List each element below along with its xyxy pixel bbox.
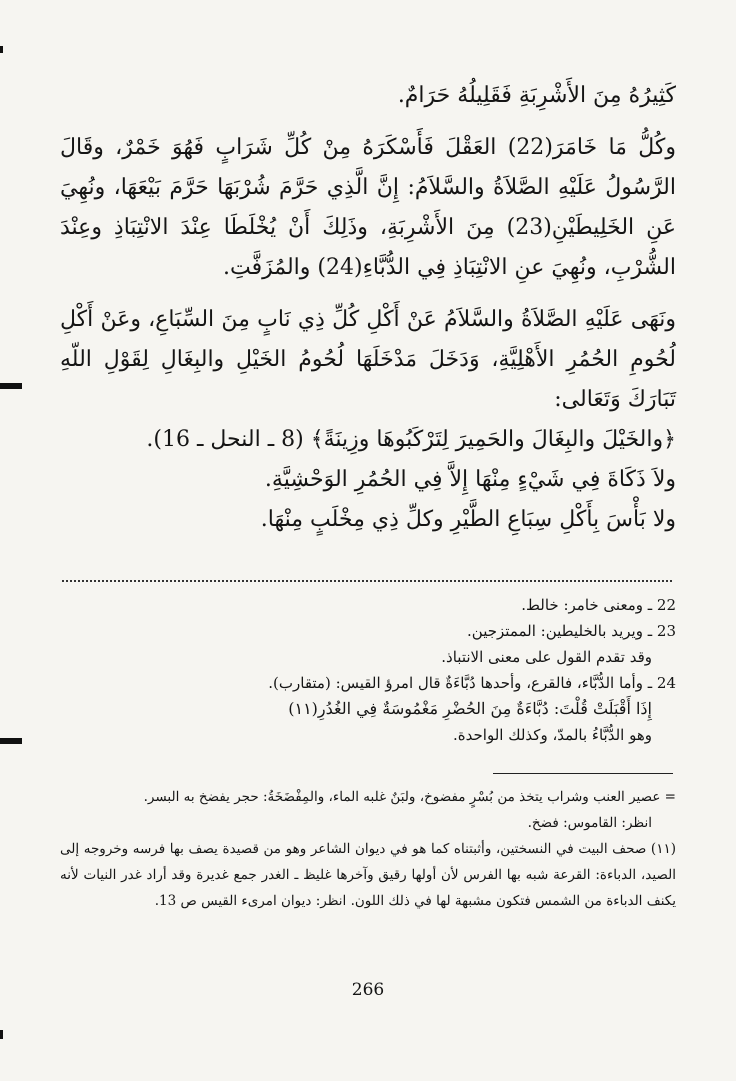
line-birds: ولا بَأْسَ بِأَكْلِ سِبَاعِ الطَّيْرِ وكلِّ ذِي مِخْلَبٍ مِنْهَا. <box>260 507 676 532</box>
margin-mark-top <box>0 46 3 53</box>
note-23: 23 ـ ويريد بالخليطين: الممتزجين. <box>467 622 676 640</box>
dotted-separator <box>62 580 672 582</box>
margin-mark-left-1 <box>0 383 22 389</box>
note-24: 24 ـ وأما الدُّبَّاء، فالقرع، وأحدها دُبَّاءَةٌ قال امرؤ القيس: (متقارب). <box>268 674 676 692</box>
opening-line: كَثِيرُهُ مِنَ الأَشْرِبَةِ فَقَلِيلُهُ حَرَامٌ. <box>397 83 676 108</box>
page-number: 266 <box>351 980 385 1000</box>
footnote-11: (١١) صحف البيت في النسختين، وأثبتناه كما هو في ديوان الشاعر وهو من قصيدة يصف بها فرسه وخروجه إلى الصيد، الدباءة: القرعة شبه بها الفرس لأن أولها رقيق وآخرها غليظ ـ الغدر جمع غديرة وقد أراد غدر النيات لأنه يكنف الدباءة من الشمس فتكون مشبهة لها في ذلك اللون. انظر: ديوان امرىء القيس ص 13. <box>60 841 676 909</box>
main-text <box>60 76 676 540</box>
notes-section <box>60 592 676 748</box>
paragraph-animals: ونَهَى عَلَيْهِ الصَّلاَةُ والسَّلاَمُ عَنْ أَكْلِ كُلِّ ذِي نَابٍ مِنَ السِّبَاعِ، وعَنْ أَكْلِ لُحُومِ الحُمُرِ الأَهْلِيَّةِ، وَدَخَلَ مَدْخَلَهَا لُحُومُ الخَيْلِ والبِغَالِ لِقَوْلِ اللّهِ تَبَارَكَ وَتَعَالى: <box>60 307 676 412</box>
note-24-continued: وهو الدُّبَّاءُ بالمدّ، وكذلك الواحدة. <box>453 726 652 744</box>
footnote-reference: انظر: القاموس: فضخ. <box>527 815 652 831</box>
quran-verse: ﴿والخَيْلَ والبِغَالَ والحَمِيرَ لِتَرْكَبُوهَا وزِينَةً﴾ (8 ـ النحل ـ 16). <box>146 427 676 452</box>
margin-mark-bottom <box>0 1030 3 1039</box>
footnotes-section <box>60 784 676 914</box>
footnote-continuation: = عصير العنب وشراب يتخذ من بُسْرٍ مفضوخ، ولبَنٌ غلبه الماء، والمِفْضَخَةُ: حجر يفضخ به البسر. <box>143 789 676 805</box>
line-slaughter: ولاَ ذَكَاةَ فِي شَيْءٍ مِنْهَا إِلاَّ فِي الحُمُرِ الوَحْشِيَّةِ. <box>264 467 676 492</box>
note-24-verse: إِذَا أَقْبَلَتْ قُلْتَ: دُبَّاءَةٌ مِنَ الحُضْرِ مَغْمُوسَةٌ فِي الغُدُرِ(١١) <box>288 699 652 718</box>
paragraph-wine: وكُلُّ مَا خَامَرَ(22) العَقْلَ فَأَسْكَرَهُ مِنْ كُلِّ شَرَابٍ فَهُوَ خَمْرٌ، وقَالَ الرَّسُولُ عَلَيْهِ الصَّلاَةُ والسَّلاَمُ: إِنَّ الَّذِي حَرَّمَ شُرْبَهَا حَرَّمَ بَيْعَهَا، ونُهِيَ عَنِ الخَلِيطَيْنِ(23) مِنَ الأَشْرِبَةِ، وذَلِكَ أَنْ يُخْلَطَا عِنْدَ الانْتِبَاذِ وعِنْدَ الشُّرْبِ، ونُهِيَ عنِ الانْتِبَاذِ فِي الدُّبَّاءِ(24) والمُزَفَّتِ. <box>60 135 677 280</box>
note-22: 22 ـ ومعنى خامر: خالط. <box>521 596 676 614</box>
margin-mark-left-2 <box>0 738 22 744</box>
note-23-continued: وقد تقدم القول على معنى الانتباذ. <box>441 648 652 666</box>
footnote-rule <box>493 773 673 774</box>
